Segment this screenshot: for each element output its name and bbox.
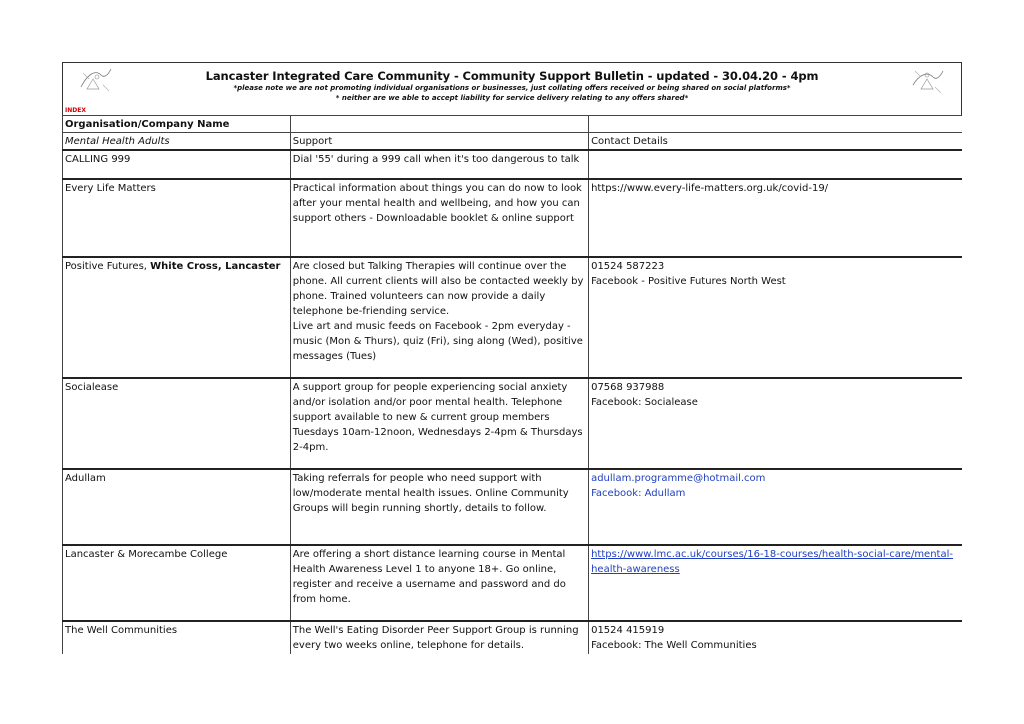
- website-link-cont[interactable]: health-awareness: [591, 564, 680, 575]
- blank-cell: [290, 116, 588, 133]
- phone-number: 07568 937988: [591, 382, 665, 393]
- support-text: [290, 469, 588, 545]
- org-name: Adullam: [63, 469, 291, 545]
- support-text: [290, 621, 588, 654]
- support-text: [290, 378, 588, 469]
- contact-details: [589, 621, 962, 654]
- facebook-page[interactable]: Facebook: Adullam: [591, 488, 686, 499]
- phone-number: 01524 415919: [591, 625, 665, 636]
- website-link[interactable]: https://www.lmc.ac.uk/courses/16-18-courses/health-social-care/mental-: [591, 549, 953, 560]
- contact-column-header: Contact Details: [589, 133, 962, 151]
- support-line: Live art and music feeds on Facebook - 2pm everyday -: [292, 321, 571, 332]
- table-row: [63, 621, 963, 654]
- contact-details: [589, 179, 962, 257]
- support-line: Dial '55' during a 999 call when it's too dangerous to talk: [292, 154, 580, 165]
- org-name: [63, 257, 291, 378]
- org-name-header: Organisation/Company Name: [63, 116, 291, 133]
- support-line: Are closed but Talking Therapies will continue over the: [292, 261, 567, 272]
- support-line: Practical information about things you can do now to look: [292, 183, 582, 194]
- liability-note: * neither are we able to accept liability for service delivery relating to any offers shared*: [335, 94, 689, 102]
- support-line: telephone be-friending service.: [292, 306, 450, 317]
- org-name: Lancaster & Morecambe College: [63, 545, 291, 621]
- support-line: low/moderate mental health issues. Online Community: [292, 488, 569, 499]
- support-line: The Well's Eating Disorder Peer Support Group is running: [292, 625, 579, 636]
- table-row: [63, 469, 963, 545]
- support-line: phone. All current clients will also be contacted weekly by: [292, 276, 584, 287]
- email-link[interactable]: adullam.programme@hotmail.com: [591, 473, 766, 484]
- table-row: [63, 378, 963, 469]
- support-line: Groups will begin running shortly, details to follow.: [292, 503, 547, 514]
- support-line: 2-4pm.: [292, 442, 329, 453]
- page-title: Lancaster Integrated Care Community - Community Support Bulletin - updated - 30.04.20 - 4pm: [205, 69, 819, 83]
- contact-details: [589, 257, 962, 378]
- phone-number: 01524 587223: [591, 261, 665, 272]
- org-name: The Well Communities: [63, 621, 291, 654]
- org-name: CALLING 999: [63, 150, 291, 179]
- index-label: INDEX: [65, 107, 86, 114]
- org-location: White Cross, Lancaster: [150, 261, 281, 272]
- support-line: phone. Trained volunteers can now provide a daily: [292, 291, 546, 302]
- section-header: Mental Health Adults: [63, 133, 291, 151]
- org-name-part: Positive Futures,: [65, 261, 151, 272]
- disclaimer-note: *please note we are not promoting individual organisations or businesses, just collating offers received or being shared on social platforms*: [233, 84, 791, 92]
- contact-details: [589, 545, 962, 621]
- support-line: register and receive a username and password and do: [292, 579, 566, 590]
- support-line: support others - Downloadable booklet & online support: [292, 213, 574, 224]
- facebook-page: Facebook: Socialease: [591, 397, 698, 408]
- blank-cell: [589, 116, 962, 133]
- support-line: support available to new & current group members: [292, 412, 550, 423]
- table-row: [63, 150, 963, 179]
- org-name: Every Life Matters: [63, 179, 291, 257]
- support-line: after your mental health and wellbeing, and how you can: [292, 198, 580, 209]
- support-line: music (Mon & Thurs), quiz (Fri), sing along (Wed), positive: [292, 336, 583, 347]
- support-line: and/or isolation and/or poor mental health. Telephone: [292, 397, 563, 408]
- support-line: Tuesdays 10am-12noon, Wednesdays 2-4pm & Thursdays: [292, 427, 583, 438]
- support-line: Are offering a short distance learning course in Mental: [292, 549, 566, 560]
- facebook-page: Facebook - Positive Futures North West: [591, 276, 786, 287]
- contact-details: [589, 469, 962, 545]
- support-line: from home.: [292, 594, 351, 605]
- contact-details: [589, 150, 962, 179]
- support-line: Health Awareness Level 1 to anyone 18+. Go online,: [292, 564, 557, 575]
- contact-details: [589, 378, 962, 469]
- support-line: messages (Tues): [292, 351, 377, 362]
- website-link[interactable]: https://www.every-life-matters.org.uk/covid-19/: [591, 183, 829, 194]
- support-text: [290, 545, 588, 621]
- support-line: every two weeks online, telephone for details.: [292, 640, 525, 651]
- support-column-header: Support: [290, 133, 588, 151]
- support-line: Taking referrals for people who need support with: [292, 473, 542, 484]
- support-text: [290, 257, 588, 378]
- org-name: Socialease: [63, 378, 291, 469]
- support-text: [290, 179, 588, 257]
- support-text: [290, 150, 588, 179]
- table-row: [63, 545, 963, 621]
- section-header-row: [63, 133, 963, 151]
- support-line: A support group for people experiencing social anxiety: [292, 382, 568, 393]
- org-header-row: [63, 116, 963, 133]
- table-row: [63, 179, 963, 257]
- bulletin-header: [62, 62, 962, 115]
- support-table: [62, 115, 962, 654]
- bulletin-page: [62, 62, 962, 654]
- table-row: [63, 257, 963, 378]
- facebook-page: Facebook: The Well Communities: [591, 640, 757, 651]
